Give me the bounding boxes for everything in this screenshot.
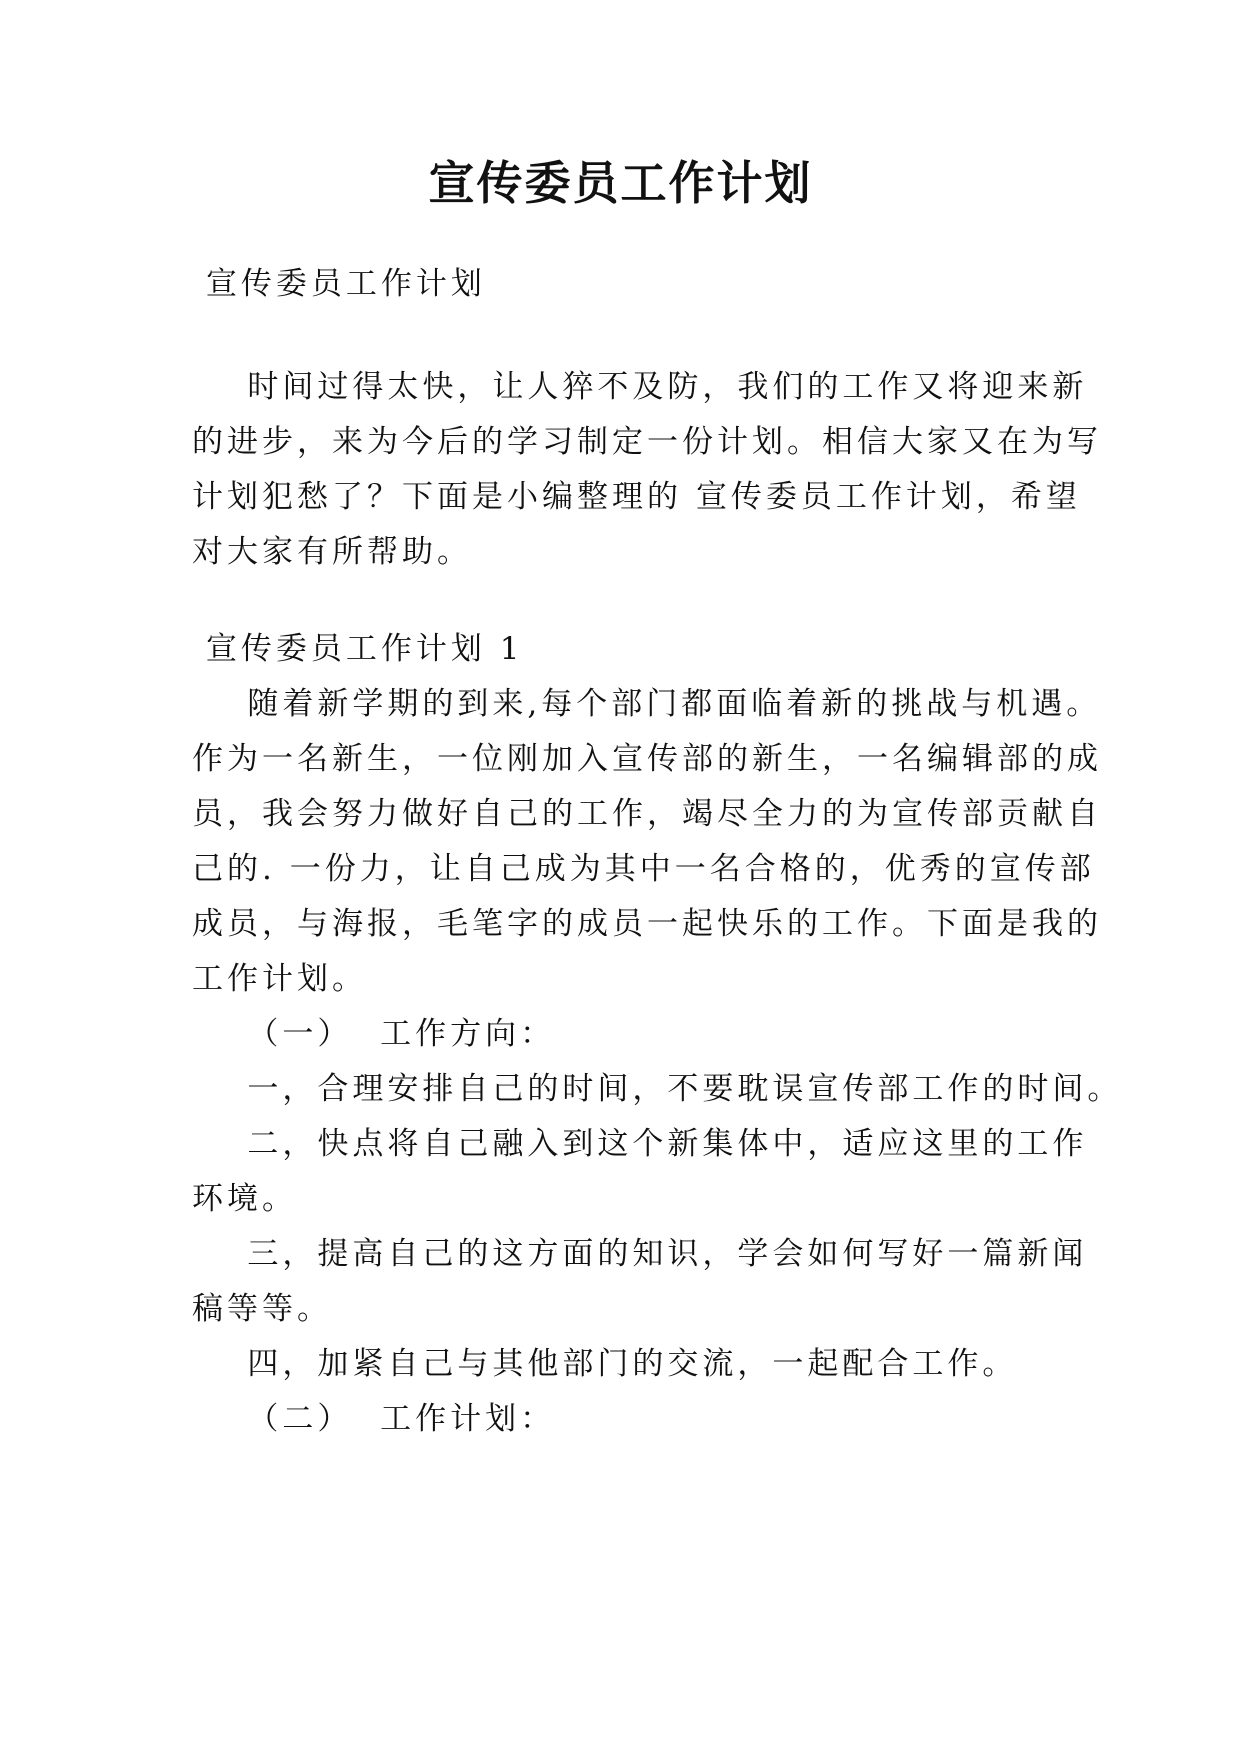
body-line-2: 作为一名新生，一位刚加入宣传部的新生，一名编辑部的成 xyxy=(192,741,1102,777)
intro-line-2: 的进步，来为今后的学习制定一份计划。相信大家又在为写 xyxy=(192,424,1102,460)
body-line-3: 员，我会努力做好自己的工作，竭尽全力的为宣传部贡献自 xyxy=(192,796,1102,832)
subtitle-line: 宣传委员工作计划 xyxy=(192,266,486,302)
direction-item-2-cont: 环境。 xyxy=(192,1181,297,1217)
body-line-4: 己的. 一份力，让自己成为其中一名合格的，优秀的宣传部 xyxy=(192,851,1095,887)
direction-item-2: 二，快点将自己融入到这个新集体中，适应这里的工作 xyxy=(192,1126,1088,1162)
intro-line-3: 计划犯愁了？下面是小编整理的 宣传委员工作计划，希望 xyxy=(192,479,1081,515)
body-line-6: 工作计划。 xyxy=(192,961,367,997)
section-heading-1: 宣传委员工作计划 1 xyxy=(192,631,524,667)
intro-line-4: 对大家有所帮助。 xyxy=(192,534,472,570)
direction-item-4: 四，加紧自己与其他部门的交流，一起配合工作。 xyxy=(192,1346,1018,1382)
intro-line-1: 时间过得太快，让人猝不及防，我们的工作又将迎来新 xyxy=(192,369,1088,405)
direction-item-3-cont: 稿等等。 xyxy=(192,1291,332,1327)
subsection-heading-direction: （一） 工作方向： xyxy=(192,1016,556,1052)
document-title: 宣传委员工作计划 xyxy=(428,156,813,210)
body-line-5: 成员，与海报，毛笔字的成员一起快乐的工作。下面是我的 xyxy=(192,906,1102,942)
direction-item-3: 三，提高自己的这方面的知识，学会如何写好一篇新闻 xyxy=(192,1236,1088,1272)
body-line-1: 随着新学期的到来,每个部门都面临着新的挑战与机遇。 xyxy=(192,686,1102,722)
subsection-heading-plan: （二） 工作计划： xyxy=(192,1401,556,1437)
direction-item-1: 一，合理安排自己的时间，不要耽误宣传部工作的时间。 xyxy=(192,1071,1123,1107)
